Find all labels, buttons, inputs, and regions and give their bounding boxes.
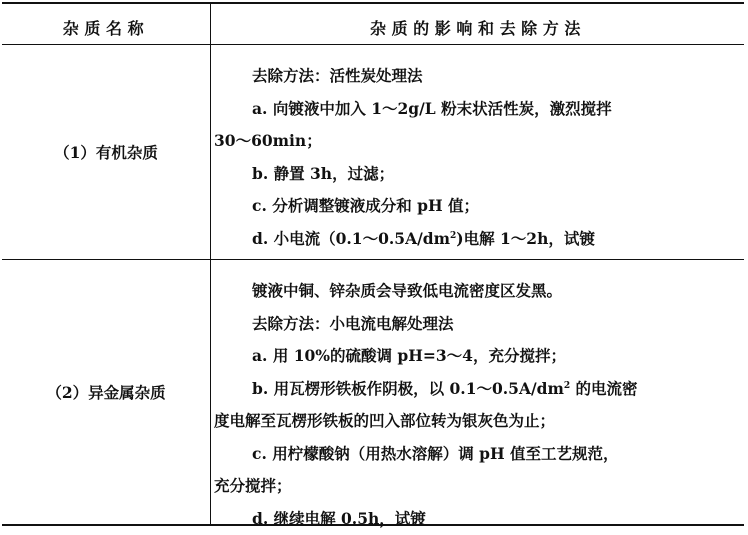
row-2-line: 去除方法：小电流电解处理法: [214, 308, 738, 341]
row-2-line: c. 用柠檬酸钠（用热水溶解）调 pH 值至工艺规范，: [214, 438, 738, 471]
row-1-line: 去除方法：活性炭处理法: [214, 60, 738, 93]
header-divider: [2, 44, 744, 45]
header-impurity-name: 杂质名称: [2, 16, 210, 39]
header-effect-and-removal: 杂质的影响和去除方法: [212, 16, 744, 39]
row-1-line: a. 向镀液中加入 1～2g/L 粉末状活性炭，激烈搅拌: [214, 93, 738, 126]
impurity-table: [2, 2, 744, 526]
row-divider: [2, 259, 744, 260]
row-1-line: c. 分析调整镀液成分和 pH 值；: [214, 190, 738, 223]
row-2-content: [214, 275, 738, 535]
row-2-line: d. 继续电解 0.5h，试镀: [214, 503, 738, 535]
row-2-line: 镀液中铜、锌杂质会导致低电流密度区发黑。: [214, 275, 738, 308]
row-1-line: 30～60min；: [214, 125, 738, 158]
row-2-line: 充分搅拌；: [214, 470, 738, 503]
row-1-content: [214, 60, 738, 255]
column-divider: [210, 4, 211, 524]
row-2-line: 度电解至瓦楞形铁板的凹入部位转为银灰色为止；: [214, 405, 738, 438]
row-2-line: b. 用瓦楞形铁板作阴极，以 $0.1\sim 0.5A/dm^2$ 的电流密: [214, 373, 738, 406]
row-1-line: d. 小电流$(0.1\sim 0.5A/dm^2)$电解 1～2h，试镀: [214, 223, 738, 256]
row-1-name: （1）有机杂质: [2, 46, 210, 258]
row-1-line: b. 静置 3h，过滤；: [214, 158, 738, 191]
row-2-name: （2）异金属杂质: [2, 261, 210, 523]
row-2-line: a. 用 10%的硫酸调 pH=3～4，充分搅拌；: [214, 340, 738, 373]
